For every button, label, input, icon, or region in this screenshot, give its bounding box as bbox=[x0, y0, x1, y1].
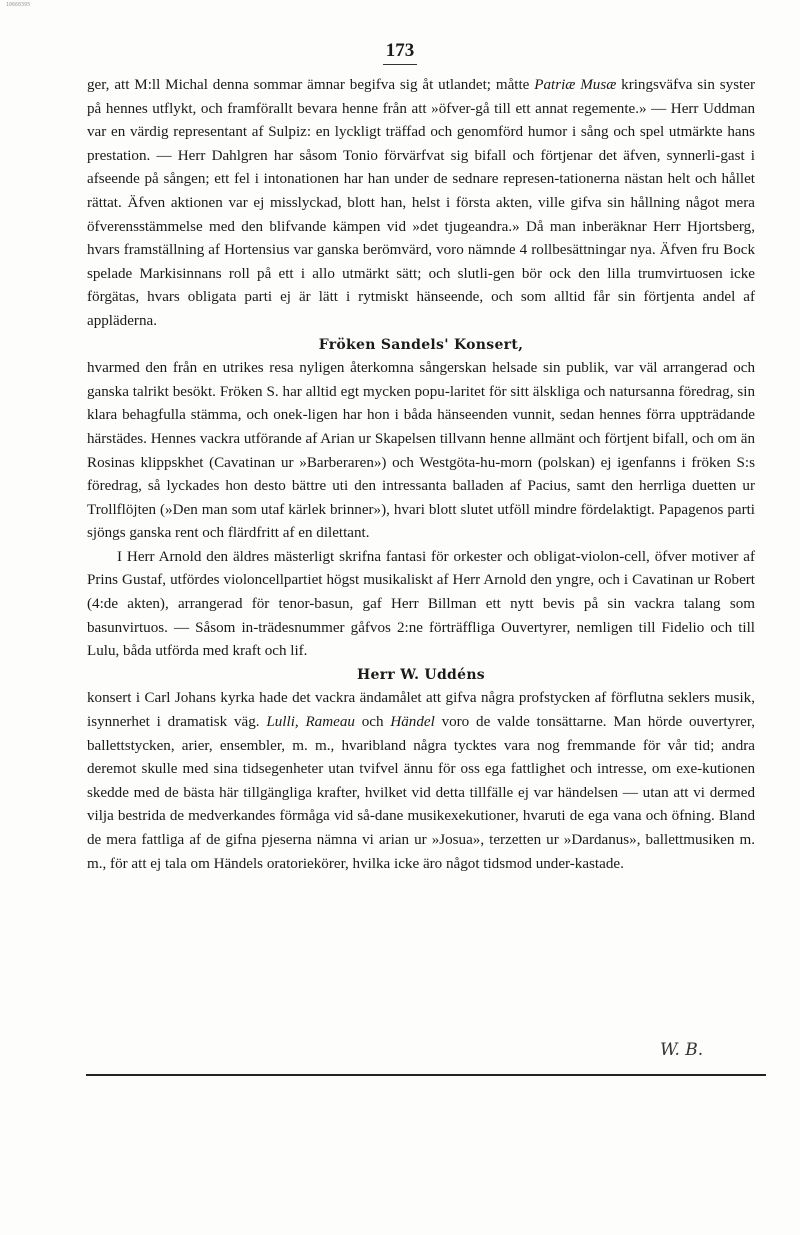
paragraph-4-part-c: och bbox=[354, 714, 391, 731]
paragraph-1-italic-latin: Patriæ Musæ bbox=[534, 77, 617, 93]
author-signature: W. B. bbox=[660, 1040, 704, 1060]
paragraph-4-italic-composers: Lulli, Rameau bbox=[266, 714, 355, 731]
scan-id: 10660395 bbox=[6, 2, 31, 8]
paragraph-3: I Herr Arnold den äldres mästerligt skrifna fantasi för orkester och obligat-violon-cell, öfver motiver af Prins Gustaf, utfördes violoncellpartiet högst musikaliskt af Herr Arnold den yngre, och i Cavatinan ur Robert (4:de akten), arrangerad för tenor-basun, gaf Herr Billman ett nytt bevis på sin vackra talang som basunvirtuos. — Såsom in-trädesnummer gåfvos 2:ne förträffliga Ouvertyrer, nemligen till Fidelio och till Lulu, båda utförda med kraft och lif. bbox=[87, 548, 755, 660]
end-rule bbox=[86, 1074, 766, 1076]
article-body bbox=[87, 74, 755, 876]
paragraph-1-part-c: kringsväfva sin syster på hennes utflykt, och framförallt bevara henne från att »öfver-gå till ett annat regemente.» — Herr Uddman var en värdig representant af Sulpiz: en lyckligt träffad och genomförd humor i sång och spel utmärkte hans prestation. — Herr Dahlgren har såsom Tonio förvärfvat sig bifall och förtjenar det äfven, synnerli-gast i afseende på sången; ett fel i intonationen har han under de sednare represen-tationerna nästan helt och hållet rättat. Äfven aktionen var ej misslyckad, blott han, helst i första akten, ville gifva sin hållning något mera öfverensstämmelse med den blifvande kämpen vid »det tjugeandra.» Då man inberäknar Herr Hjortsberg, hvars framställning af Hortensius var ganska berömvärd, voro nämnde 4 rollbesättningar nya. Äfven fru Bock spelade Markisinnans roll på ett i allo utmärkt sätt; och slutli-gen bör ock den lilla trumvirtuosen icke förgätas, hvars obligata parti ej är lätt i rytmiskt hänseende, och som alltid får sin förtjenta andel af appläderna. bbox=[87, 77, 755, 329]
paragraph-2: hvarmed den från en utrikes resa nyligen återkomna sångerskan helsade sin publik, var väl arrangerad och ganska talrikt besökt. Fröken S. har alltid egt mycken popu-laritet för sitt älskliga och natursanna föredrag, sin klara behagfulla stämma, och onek-ligen har hon i båda hänseenden vunnit, sedan hennes förra uppträdande härstädes. Hennes vackra utförande af Arian ur Skapelsen tillvann henne allmänt och förtjent bifall, och om än Rosinas klippskhet (Cavatinan ur »Barberaren») och Westgöta-hu-morn (polskan) ej igenfanns i fröken S:s föredrag, så lyckades hon desto bättre uti den intressanta balladen af Pacius, samt den herrliga duetten ur Trollflöjten (»Den man som utaf kärlek brinner»), hvari blott slutet utföll mindre fördelaktigt. Papagenos parti sjöngs ganska rent och flärdfritt af en dilettant. bbox=[87, 360, 755, 542]
section-heading-sandels: Fröken Sandels' Konsert, bbox=[318, 336, 524, 353]
paragraph-4-part-e: voro de valde tonsättarne. Man hörde ouvertyrer, ballettstycken, arier, ensembler, m. m., hvaribland några tycktes vara nog fremmande för vår tid; andra deremot skulle med sina tidsegenheter utan tvifvel ännu för oss ega fattlighet och intresse, om exe-kutionen skedde med de bästa här tillgängliga krafter, hvilket vid detta tillfälle ej var händelsen — utan att vi dermed vilja bestrida de medverkandes förmåga vid så-dane musikexekutioner, hvaruti de ega vana och öfning. Bland de mera fattliga af de gifna pjeserna nämna vi arian ur »Josua», terzetten ur »Dardanus», ballettmusiken m. m., för att ej tala om Händels oratoriekörer, hvilka icke äro något tidsmod under-kastade. bbox=[87, 714, 756, 872]
paragraph-1-part-a: ger, att M:ll Michal denna sommar ämnar begifva sig åt utlandet; måtte bbox=[87, 77, 535, 93]
section-heading-udden: Herr W. Uddéns bbox=[356, 666, 485, 683]
paragraph-4-italic-handel: Händel bbox=[390, 714, 435, 731]
page-number: 173 bbox=[0, 40, 800, 65]
paragraph-1 bbox=[87, 74, 755, 334]
paragraph-4-part-a: konsert i Carl Johans kyrka hade det vackra ändamålet att gifva några profstycken af förflutna seklers musik, isynnerhet i dramatisk väg. bbox=[87, 690, 755, 731]
paragraph-4 bbox=[87, 687, 755, 876]
